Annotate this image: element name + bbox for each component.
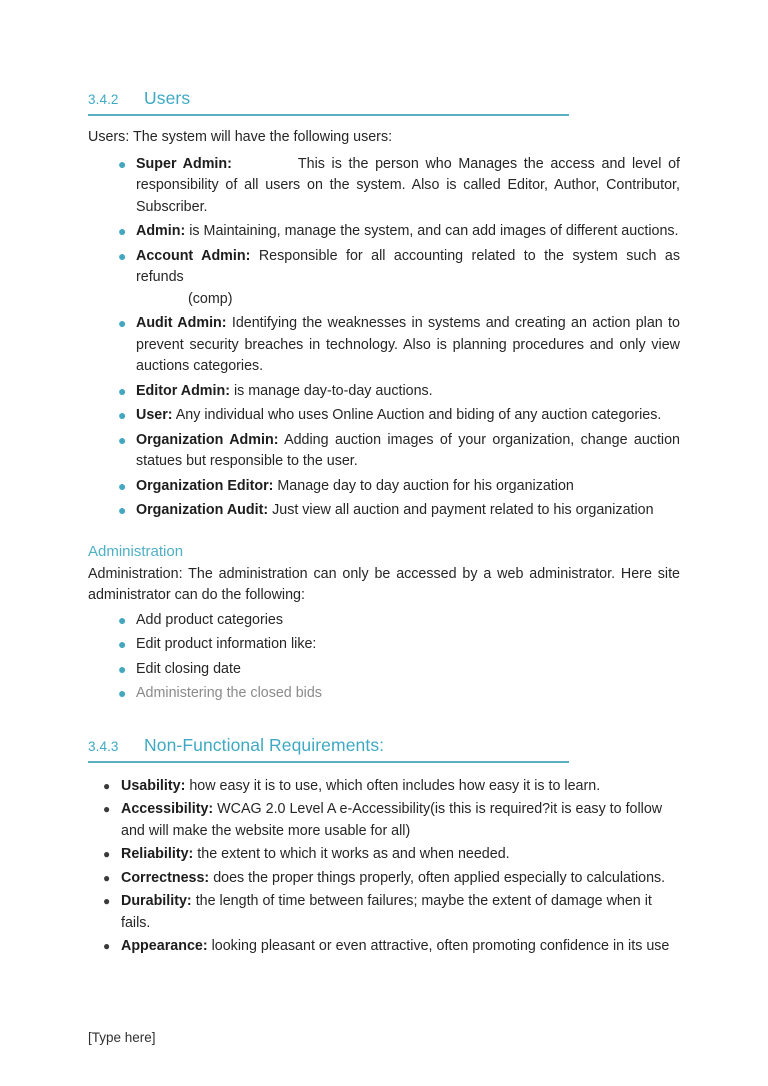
list-item-text: how easy it is to use, which often includes how easy it is to learn. [189,777,601,794]
list-item-content [136,430,680,473]
list-item-label: Audit Admin: [136,315,227,331]
list-item-content [121,844,680,866]
administration-intro-paragraph: Administration: The administration can only be accessed by a web administrator. Here site administrator can do the following: [88,565,680,603]
list-item [88,891,680,934]
list-item-content [136,405,680,427]
list-item-text: Any individual who uses Online Auction and biding of any auction categories. [175,407,662,423]
document-body [88,88,680,958]
list-item-text: Administering the closed bids [136,685,322,701]
list-item-text: is Maintaining, manage the system, and can add images of different auctions. [189,223,679,239]
list-item [88,221,680,243]
heading-users-line [88,88,680,109]
list-item-label: Super Admin: [136,155,232,172]
list-item-text: Manage day to day auction for his organization [277,477,574,494]
list-item-label: Usability: [121,777,186,794]
list-item-label: Accessibility: [121,801,214,817]
bullet-icon: ● [103,802,111,816]
list-item-label: Reliability: [121,846,194,862]
non-functional-requirements-list [88,776,680,958]
section-spacer [88,522,680,542]
bullet-icon: ● [118,502,127,518]
list-item [88,313,680,378]
list-item-content [121,936,680,958]
list-item-label: Organization Audit: [136,502,269,518]
bullet-icon: ● [103,939,111,953]
list-item [88,634,680,656]
users-list [88,154,680,522]
heading-administration: Administration [88,542,184,560]
list-item [88,776,680,798]
heading-non-functional-requirements [88,735,680,763]
bullet-icon: ● [118,636,127,652]
list-item-text: Add product categories [136,611,284,628]
heading-nfr-number: 3.4.3 [88,738,119,754]
heading-nfr-title: Non-Functional Requirements: [144,734,385,755]
bullet-icon: ● [118,477,127,494]
list-item [88,500,680,522]
list-item [88,476,680,498]
list-item-content [121,891,680,934]
list-item [88,430,680,473]
list-item [88,154,680,219]
bullet-icon: ● [118,247,127,264]
administration-list [88,610,680,705]
heading-nfr-line [88,735,680,756]
bullet-icon: ● [118,382,127,399]
list-item [88,246,680,311]
bullet-icon: ● [118,407,127,423]
list-item-content [136,221,680,243]
list-item-content [136,476,680,498]
bullet-icon: ● [118,431,127,448]
list-item-text: is manage day-to-day auctions. [233,382,433,399]
list-item [88,381,680,403]
bullet-icon: ● [103,870,111,885]
list-item-text: This is the person who Manages the access and level of responsibility of all users on the system. Also is called Editor, Author, Contributor, Subscriber. [136,155,680,215]
list-item-content [136,246,680,311]
list-item-text: Identifying the weaknesses in systems and creating an action plan to prevent security breaches in technology. Also is planning procedures and only view auctions categories. [136,315,680,374]
list-item-content [136,381,680,403]
list-item-label: User: [136,407,173,423]
list-item-content [121,799,680,842]
list-item-text: Just view all auction and payment related to his organization [272,502,654,518]
bullet-icon: ● [118,685,127,701]
list-item-text: looking pleasant or even attractive, often promoting confidence in its use [211,938,670,954]
list-item-text: Adding auction images of your organization, change auction statues but responsible to the user. [136,431,681,469]
list-item-content [136,313,680,378]
list-item-label: Organization Editor: [136,477,274,494]
users-intro-paragraph: Users: The system will have the following users: [88,129,393,145]
heading-users-title: Users [144,88,191,108]
list-item [88,610,680,632]
list-item-label: Organization Admin: [136,431,279,448]
list-item-label: Appearance: [121,938,208,954]
list-item-text: does the proper things properly, often applied especially to calculations. [213,869,666,886]
page-footer: [Type here] [88,1030,156,1045]
heading-users-rule [88,114,569,116]
list-item-label: Admin: [136,223,186,239]
list-item-label: Account Admin: [136,247,251,264]
list-item [88,936,680,958]
list-item-text: Edit product information like: [136,636,317,652]
list-item-content [121,868,680,890]
list-item-content [121,776,680,798]
list-item-label: Durability: [121,893,192,909]
list-item [88,683,680,705]
bullet-icon: ● [103,847,111,861]
bullet-icon: ● [118,223,127,239]
nfr-spacer [88,763,680,774]
bullet-icon: ● [118,660,127,677]
list-item-label: Editor Admin: [136,382,230,399]
list-item-text: WCAG 2.0 Level A e-Accessibility(is this is required?it is easy to follow and will make the website more usable for all) [121,801,663,839]
list-item [88,659,680,681]
section-spacer [88,705,680,735]
bullet-icon: ● [103,894,111,908]
list-item-text: the length of time between failures; maybe the extent of damage when it fails. [121,893,652,931]
list-item [88,405,680,427]
list-item [88,799,680,842]
list-item [88,844,680,866]
list-item-text: Responsible for all accounting related to the system such as refunds [136,247,680,285]
bullet-icon: ● [118,155,127,172]
list-item-text: the extent to which it works as and when needed. [197,846,510,862]
list-item [88,868,680,890]
list-item-content [136,500,680,522]
heading-users-number: 3.4.2 [88,92,119,107]
bullet-icon: ● [103,778,111,793]
list-item-text: Edit closing date [136,660,241,677]
list-item-label: Correctness: [121,869,210,886]
list-item-content [136,154,680,219]
list-item-subline: (comp) [188,290,233,307]
bullet-icon: ● [118,611,127,628]
heading-users [88,88,680,116]
bullet-icon: ● [118,315,127,331]
